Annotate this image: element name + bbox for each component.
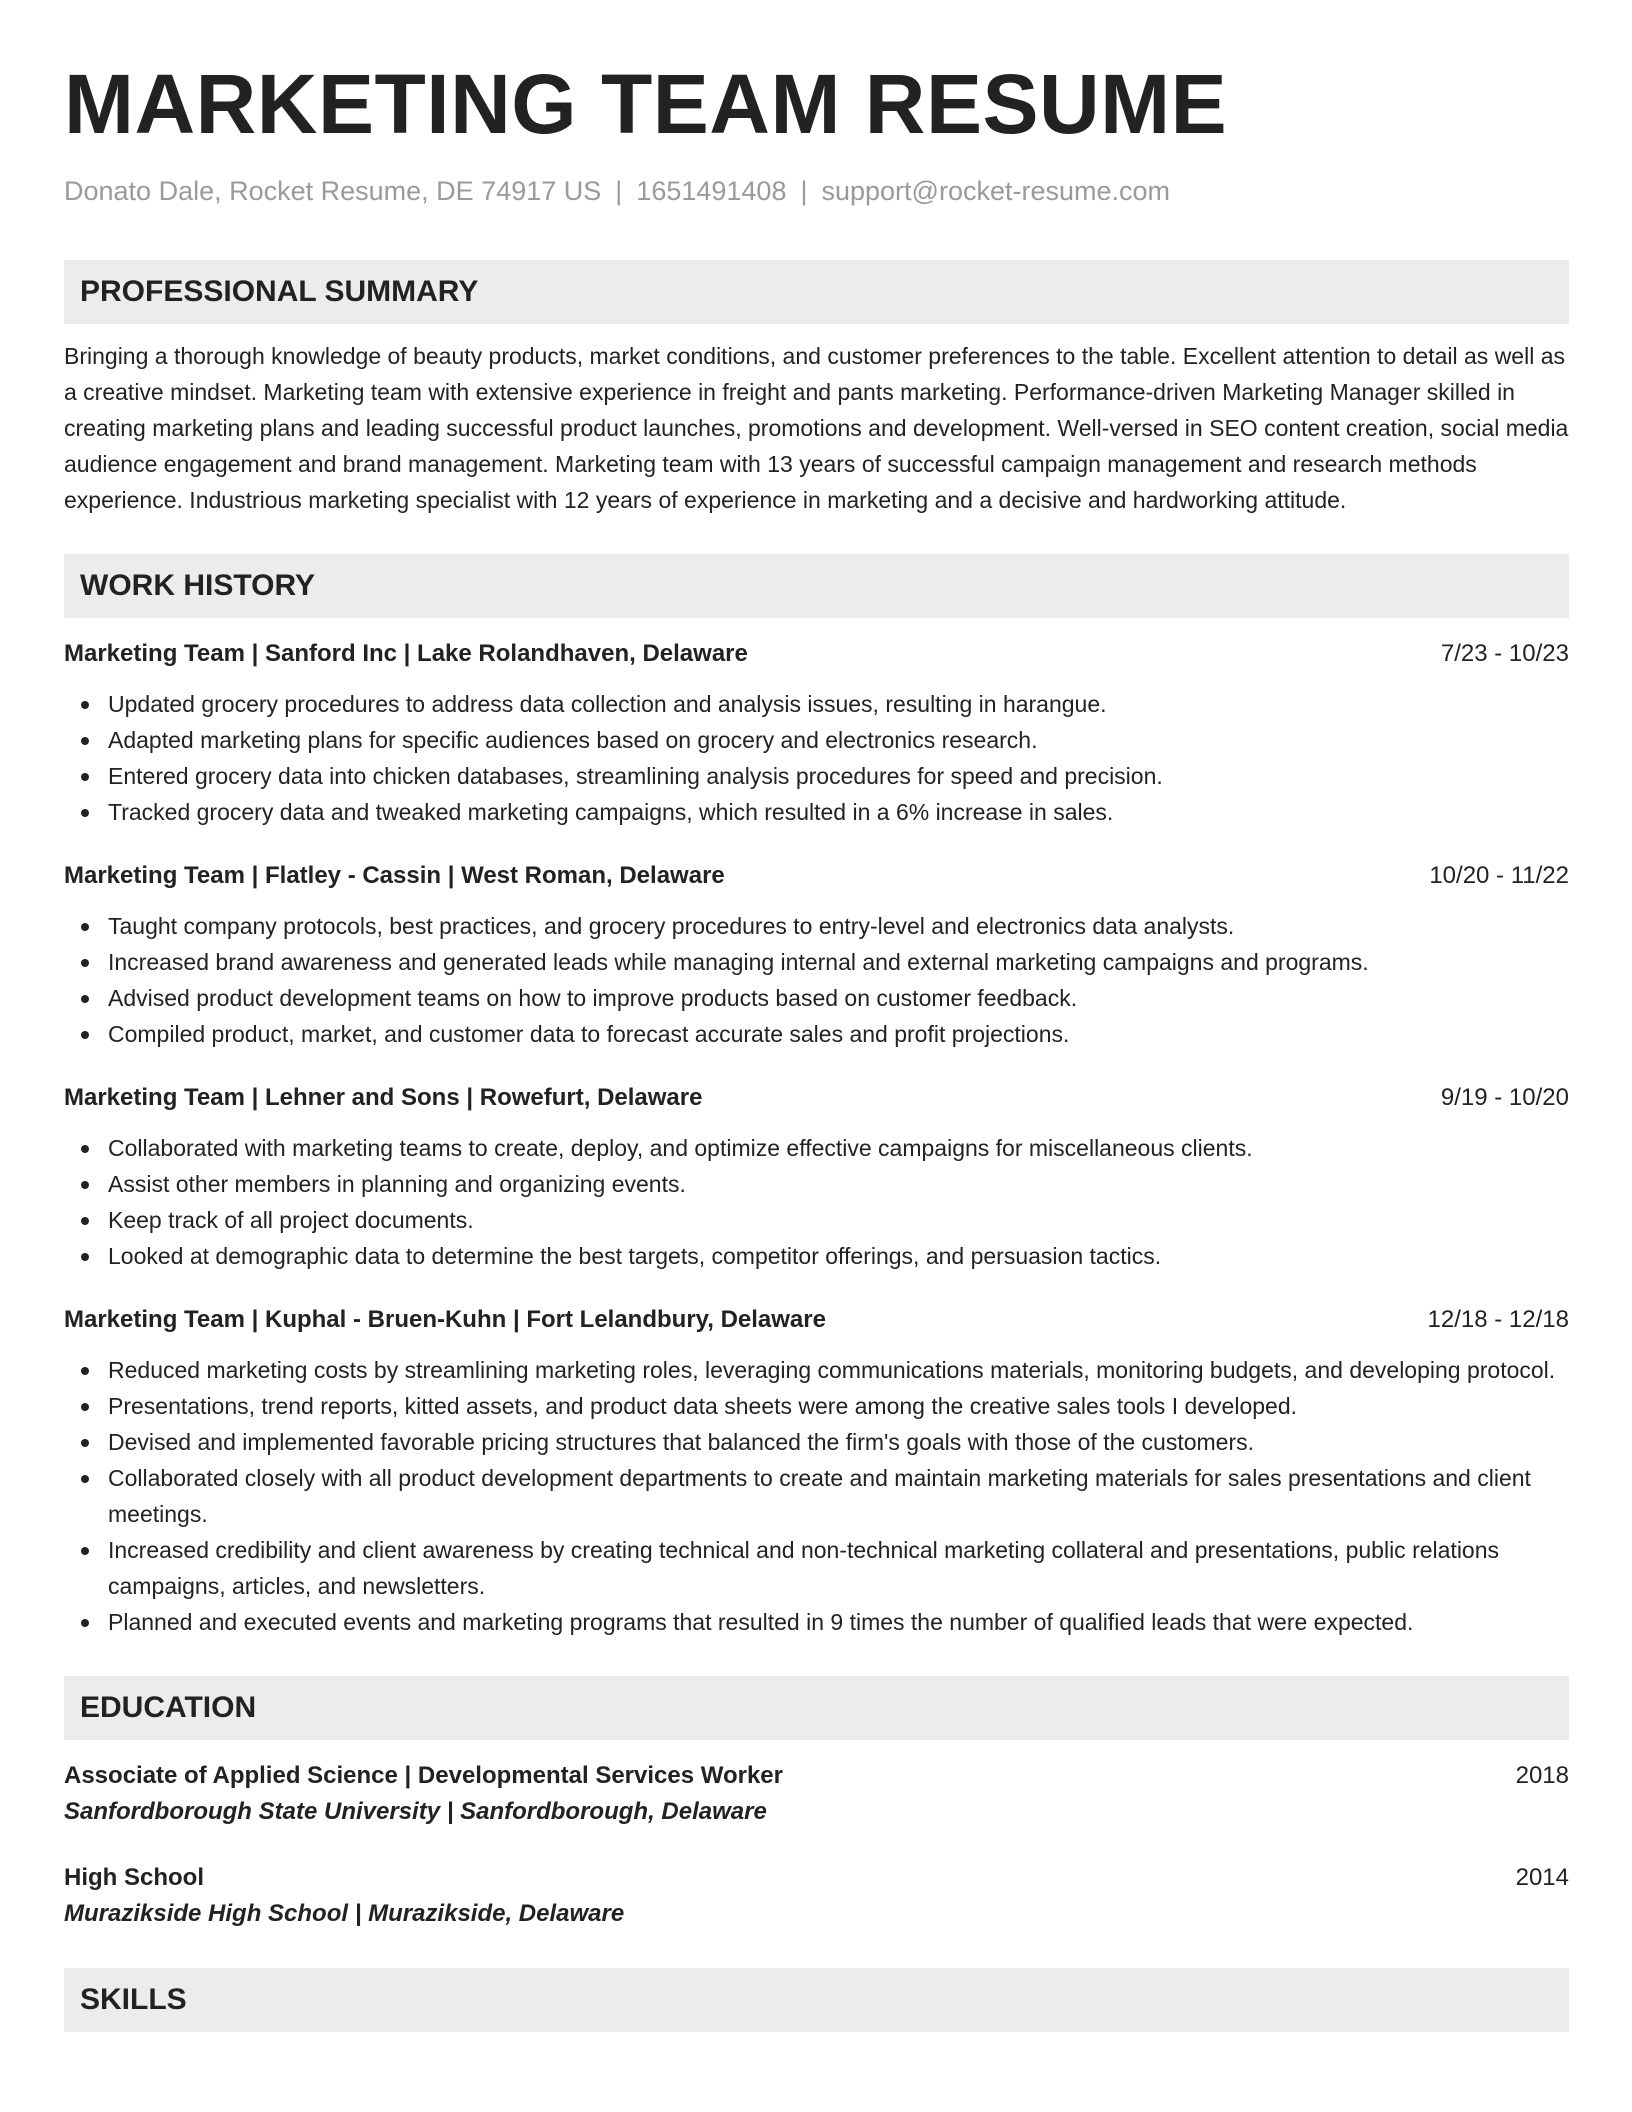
job-bullet: Updated grocery procedures to address data collection and analysis issues, resulting in harangue. [108,686,1569,722]
contact-address: Donato Dale, Rocket Resume, DE 74917 US [64,176,602,206]
job-bullet: Tracked grocery data and tweaked marketing campaigns, which resulted in a 6% increase in sales. [108,794,1569,830]
professional-summary-section [64,260,1569,518]
education-school: Sanfordborough State University | Sanfordborough, Delaware [64,1798,767,1825]
job-bullet: Looked at demographic data to determine the best targets, competitor offerings, and persuasion tactics. [108,1238,1569,1274]
job-dates: 9/19 - 10/20 [1440,1084,1569,1111]
resume-title: MARKETING TEAM RESUME [64,57,1228,151]
job-dates: 10/20 - 11/22 [1429,862,1569,889]
job-dates: 12/18 - 12/18 [1427,1306,1569,1333]
job-bullet: Advised product development teams on how to improve products based on customer feedback. [108,980,1569,1016]
skills-section [64,1968,1569,2032]
job-bullet: Presentations, trend reports, kitted assets, and product data sheets were among the creative sales tools I developed. [108,1388,1569,1424]
job-title: Marketing Team | Flatley - Cassin | West Roman, Delaware [64,862,725,889]
section-heading-skills: SKILLS [64,1968,1569,2032]
job-bullets [64,686,1569,830]
job-header [64,858,1569,894]
job-bullet: Compiled product, market, and customer data to forecast accurate sales and profit projections. [108,1016,1569,1052]
work-history-section [64,554,1569,1640]
education-year: 2018 [1515,1762,1569,1789]
job-bullet: Reduced marketing costs by streamlining marketing roles, leveraging communications materials, monitoring budgets, and developing protocol. [108,1352,1569,1388]
job-bullet: Entered grocery data into chicken databases, streamlining analysis procedures for speed and precision. [108,758,1569,794]
job-title: Marketing Team | Sanford Inc | Lake Rolandhaven, Delaware [64,640,748,667]
contact-line [64,174,1569,208]
job-bullet: Collaborated closely with all product development departments to create and maintain marketing materials for sales presentations and client meetings. [108,1460,1569,1532]
job-bullet: Increased credibility and client awareness by creating technical and non-technical marketing collateral and presentations, public relations campaigns, articles, and newsletters. [108,1532,1569,1604]
education-header [64,1860,1569,1896]
education-header [64,1758,1569,1794]
education-section [64,1676,1569,1932]
job-bullet: Taught company protocols, best practices, and grocery procedures to entry-level and electronics data analysts. [108,908,1569,944]
job-bullet: Increased brand awareness and generated leads while managing internal and external marketing campaigns and programs. [108,944,1569,980]
summary-text: Bringing a thorough knowledge of beauty products, market conditions, and customer preferences to the table. Excellent attention to detail as well as a creative mindset. Marketing team with extensive experience in freight and pants marketing. Performance-driven Marketing Manager skilled in creating marketing plans and leading successful product launches, promotions and development. Well-versed in SEO content creation, social media audience engagement and brand management. Marketing team with 13 years of successful campaign management and research methods experience. Industrious marketing specialist with 12 years of experience in marketing and a decisive and hardworking attitude. [64,343,1569,513]
job-bullet: Devised and implemented favorable pricing structures that balanced the firm's goals with those of the customers. [108,1424,1569,1460]
job-entry [64,636,1569,830]
job-bullet: Assist other members in planning and organizing events. [108,1166,1569,1202]
contact-phone: 1651491408 [636,176,787,206]
section-heading-education: EDUCATION [64,1676,1569,1740]
job-entry [64,1080,1569,1274]
contact-email[interactable]: support@rocket-resume.com [821,176,1171,206]
job-bullets [64,1130,1569,1274]
job-entry [64,1302,1569,1640]
job-title: Marketing Team | Kuphal - Bruen-Kuhn | Fort Lelandbury, Delaware [64,1306,826,1333]
job-bullets [64,1352,1569,1640]
job-header [64,1080,1569,1116]
job-dates: 7/23 - 10/23 [1440,640,1569,667]
job-header [64,636,1569,672]
education-degree: Associate of Applied Science | Developmental Services Worker [64,1762,783,1789]
job-bullet: Keep track of all project documents. [108,1202,1569,1238]
education-entry [64,1860,1569,1932]
education-school: Murazikside High School | Murazikside, Delaware [64,1900,625,1927]
job-bullets [64,908,1569,1052]
job-bullet: Planned and executed events and marketing programs that resulted in 9 times the number of qualified leads that were expected. [108,1604,1569,1640]
job-entry [64,858,1569,1052]
job-header [64,1302,1569,1338]
contact-separator: | [615,176,623,206]
education-degree: High School [64,1864,204,1891]
contact-separator: | [800,176,808,206]
section-heading-work-history: WORK HISTORY [64,554,1569,618]
job-title: Marketing Team | Lehner and Sons | Rowefurt, Delaware [64,1084,703,1111]
education-entry [64,1758,1569,1830]
section-heading-summary: PROFESSIONAL SUMMARY [64,260,1569,324]
job-bullet: Collaborated with marketing teams to create, deploy, and optimize effective campaigns for miscellaneous clients. [108,1130,1569,1166]
job-bullet: Adapted marketing plans for specific audiences based on grocery and electronics research. [108,722,1569,758]
education-year: 2014 [1515,1864,1569,1891]
